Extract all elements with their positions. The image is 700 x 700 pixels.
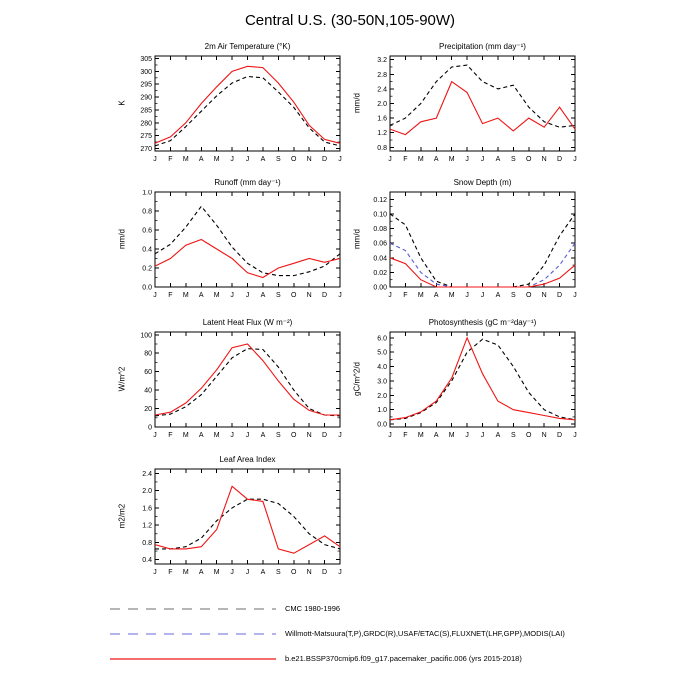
svg-text:S: S <box>510 156 516 163</box>
svg-text:20: 20 <box>144 406 152 414</box>
svg-text:270: 270 <box>140 145 152 153</box>
svg-text:1.6: 1.6 <box>142 505 152 513</box>
svg-text:N: N <box>306 292 312 299</box>
chart-title: 2m Air Temperature (°K) <box>204 42 291 51</box>
svg-text:M: M <box>213 156 220 163</box>
svg-text:6.0: 6.0 <box>377 335 387 343</box>
photosynthesis-plot <box>332 330 583 443</box>
legend-label-model: b.e21.BSSP370cmip6.f09_g17.pacemaker_pacific.006 (yrs 2015-2018) <box>285 654 522 663</box>
svg-text:M: M <box>213 569 220 576</box>
svg-text:S: S <box>510 432 516 439</box>
svg-text:F: F <box>403 432 408 439</box>
legend-label-cmc: CMC 1980-1996 <box>285 604 341 613</box>
svg-text:1.0: 1.0 <box>377 407 387 415</box>
chart-photosynthesis <box>332 317 583 447</box>
chart-title: Runoff (mm day⁻¹) <box>214 178 281 187</box>
svg-text:J: J <box>573 432 577 439</box>
legend-item-obs <box>108 621 565 646</box>
chart-runoff <box>97 177 348 307</box>
svg-text:2.0: 2.0 <box>142 488 152 496</box>
svg-text:A: A <box>495 156 501 163</box>
svg-text:M: M <box>213 292 220 299</box>
svg-text:J: J <box>338 156 342 163</box>
svg-text:0.0: 0.0 <box>142 284 152 292</box>
svg-text:A: A <box>198 156 204 163</box>
svg-text:D: D <box>322 432 328 439</box>
svg-text:M: M <box>182 569 189 576</box>
svg-text:M: M <box>417 292 424 299</box>
svg-text:J: J <box>153 156 157 163</box>
svg-text:2.0: 2.0 <box>377 101 387 108</box>
svg-text:0.8: 0.8 <box>377 144 387 152</box>
svg-text:F: F <box>168 292 173 299</box>
svg-text:4.0: 4.0 <box>377 364 387 372</box>
svg-text:O: O <box>291 156 297 163</box>
svg-text:A: A <box>198 292 204 299</box>
svg-text:F: F <box>168 569 173 576</box>
svg-text:A: A <box>433 156 439 163</box>
svg-text:M: M <box>182 156 189 163</box>
svg-text:A: A <box>495 432 501 439</box>
svg-text:60: 60 <box>144 369 152 377</box>
svg-text:290: 290 <box>140 94 152 102</box>
legend-label-obs: Willmott-Matsuura(T,P),GRDC(R),USAF/ETAC(S),FLUXNET(LHF,GPP),MODIS(LAI) <box>285 629 565 638</box>
svg-text:J: J <box>245 292 250 299</box>
svg-text:D: D <box>557 432 563 439</box>
svg-text:F: F <box>403 156 408 163</box>
svg-text:J: J <box>230 432 234 439</box>
svg-text:280: 280 <box>140 120 152 128</box>
svg-text:1.2: 1.2 <box>142 522 152 530</box>
svg-text:F: F <box>403 292 408 299</box>
svg-text:0.08: 0.08 <box>373 226 387 234</box>
svg-text:100: 100 <box>140 332 152 340</box>
svg-text:2.0: 2.0 <box>377 392 387 400</box>
svg-text:J: J <box>480 156 485 163</box>
svg-text:J: J <box>465 432 469 439</box>
svg-text:2.8: 2.8 <box>377 71 387 79</box>
svg-text:0.0: 0.0 <box>377 421 387 429</box>
svg-text:0: 0 <box>148 424 152 432</box>
svg-text:J: J <box>480 292 485 299</box>
svg-text:J: J <box>465 156 469 163</box>
svg-text:D: D <box>557 156 563 163</box>
y-axis-label: gC/m^2/d <box>352 362 362 396</box>
svg-text:0.10: 0.10 <box>373 211 387 219</box>
y-axis-label: mm/d <box>352 229 362 249</box>
svg-text:N: N <box>306 156 312 163</box>
svg-text:J: J <box>338 432 342 439</box>
svg-text:80: 80 <box>144 350 152 358</box>
svg-text:A: A <box>260 156 266 163</box>
svg-text:A: A <box>260 569 266 576</box>
y-axis-label: m2/m2 <box>117 503 127 529</box>
y-axis-label: mm/d <box>352 93 362 113</box>
svg-text:M: M <box>448 432 455 439</box>
svg-text:D: D <box>322 569 328 576</box>
svg-text:J: J <box>480 432 485 439</box>
y-axis-label: W/m^2 <box>117 366 127 392</box>
chart-title: Leaf Area Index <box>219 455 276 464</box>
page-title: Central U.S. (30-50N,105-90W) <box>244 12 456 29</box>
svg-text:J: J <box>153 432 157 439</box>
svg-text:M: M <box>182 292 189 299</box>
svg-text:0.06: 0.06 <box>373 240 387 248</box>
svg-text:J: J <box>573 292 577 299</box>
svg-text:300: 300 <box>140 68 152 76</box>
svg-text:S: S <box>275 432 281 439</box>
svg-text:0.02: 0.02 <box>373 269 387 277</box>
svg-text:O: O <box>526 156 532 163</box>
legend-item-model <box>108 646 565 671</box>
svg-text:3.2: 3.2 <box>377 57 387 65</box>
svg-text:5.0: 5.0 <box>377 349 387 357</box>
svg-text:0.4: 0.4 <box>142 246 152 254</box>
svg-text:J: J <box>245 156 250 163</box>
chart-leaf-area-index <box>97 454 348 584</box>
svg-text:2.4: 2.4 <box>142 470 152 478</box>
svg-text:A: A <box>433 432 439 439</box>
svg-text:F: F <box>168 432 173 439</box>
svg-text:0.2: 0.2 <box>142 265 152 273</box>
svg-text:S: S <box>510 292 516 299</box>
legend-line-sample-model <box>108 654 280 664</box>
chart-title: Latent Heat Flux (W m⁻²) <box>202 318 293 327</box>
svg-text:S: S <box>275 156 281 163</box>
chart-snow-depth <box>332 177 583 307</box>
svg-text:A: A <box>433 292 439 299</box>
svg-text:0.04: 0.04 <box>373 255 387 263</box>
svg-text:275: 275 <box>140 133 152 141</box>
svg-text:D: D <box>322 292 328 299</box>
svg-text:285: 285 <box>140 107 152 115</box>
snow-depth-plot <box>332 190 583 303</box>
runoff-plot <box>97 190 348 303</box>
svg-text:A: A <box>198 432 204 439</box>
chart-title: Snow Depth (m) <box>453 178 512 187</box>
legend <box>108 596 565 671</box>
svg-text:40: 40 <box>144 387 152 395</box>
svg-text:3.0: 3.0 <box>377 378 387 386</box>
svg-text:N: N <box>541 432 547 439</box>
svg-text:A: A <box>495 292 501 299</box>
latent-heat-flux-plot <box>97 330 348 443</box>
svg-text:J: J <box>573 156 577 163</box>
svg-text:M: M <box>448 292 455 299</box>
svg-text:295: 295 <box>140 81 152 89</box>
svg-text:305: 305 <box>140 56 152 64</box>
chart-latent-heat-flux <box>97 317 348 447</box>
svg-text:F: F <box>168 156 173 163</box>
svg-text:O: O <box>291 569 297 576</box>
svg-text:A: A <box>260 292 266 299</box>
y-axis-label: K <box>117 100 127 106</box>
svg-text:N: N <box>541 156 547 163</box>
chart-title: Precipitation (mm day⁻¹) <box>439 42 526 51</box>
svg-text:J: J <box>230 292 234 299</box>
svg-text:0.8: 0.8 <box>142 539 152 547</box>
chart-precipitation <box>332 41 583 171</box>
svg-text:N: N <box>306 432 312 439</box>
legend-item-cmc <box>108 596 565 621</box>
svg-text:O: O <box>291 292 297 299</box>
svg-text:0.4: 0.4 <box>142 557 152 565</box>
y-axis-label: mm/d <box>117 229 127 249</box>
svg-text:S: S <box>275 569 281 576</box>
svg-text:M: M <box>182 432 189 439</box>
svg-text:1.0: 1.0 <box>142 190 152 197</box>
svg-text:0.12: 0.12 <box>373 196 387 204</box>
svg-text:O: O <box>526 292 532 299</box>
svg-text:N: N <box>306 569 312 576</box>
svg-text:J: J <box>388 292 392 299</box>
svg-text:M: M <box>448 156 455 163</box>
svg-text:D: D <box>322 156 328 163</box>
svg-text:1.2: 1.2 <box>377 130 387 138</box>
svg-text:N: N <box>541 292 547 299</box>
svg-text:J: J <box>230 569 234 576</box>
svg-text:A: A <box>260 432 266 439</box>
air-temperature-plot <box>97 54 348 167</box>
svg-text:O: O <box>291 432 297 439</box>
svg-text:J: J <box>153 569 157 576</box>
svg-text:0.00: 0.00 <box>373 284 387 292</box>
svg-text:J: J <box>153 292 157 299</box>
legend-line-sample-obs <box>108 629 280 639</box>
svg-text:J: J <box>388 432 392 439</box>
svg-text:J: J <box>245 569 250 576</box>
svg-text:A: A <box>198 569 204 576</box>
svg-text:M: M <box>417 156 424 163</box>
svg-text:J: J <box>338 569 342 576</box>
svg-text:J: J <box>230 156 234 163</box>
svg-text:O: O <box>526 432 532 439</box>
svg-text:M: M <box>417 432 424 439</box>
svg-text:S: S <box>275 292 281 299</box>
svg-text:J: J <box>388 156 392 163</box>
svg-text:J: J <box>245 432 250 439</box>
precipitation-plot <box>332 54 583 167</box>
chart-title: Photosynthesis (gC m⁻²day⁻¹) <box>428 318 537 327</box>
svg-text:2.4: 2.4 <box>377 86 387 94</box>
leaf-area-index-plot <box>97 467 348 580</box>
svg-text:1.6: 1.6 <box>377 115 387 123</box>
svg-text:M: M <box>213 432 220 439</box>
svg-text:0.8: 0.8 <box>142 208 152 216</box>
legend-line-sample-cmc <box>108 604 280 614</box>
svg-text:J: J <box>465 292 469 299</box>
svg-text:0.6: 0.6 <box>142 227 152 235</box>
svg-text:J: J <box>338 292 342 299</box>
chart-air-temperature <box>97 41 348 171</box>
svg-text:D: D <box>557 292 563 299</box>
